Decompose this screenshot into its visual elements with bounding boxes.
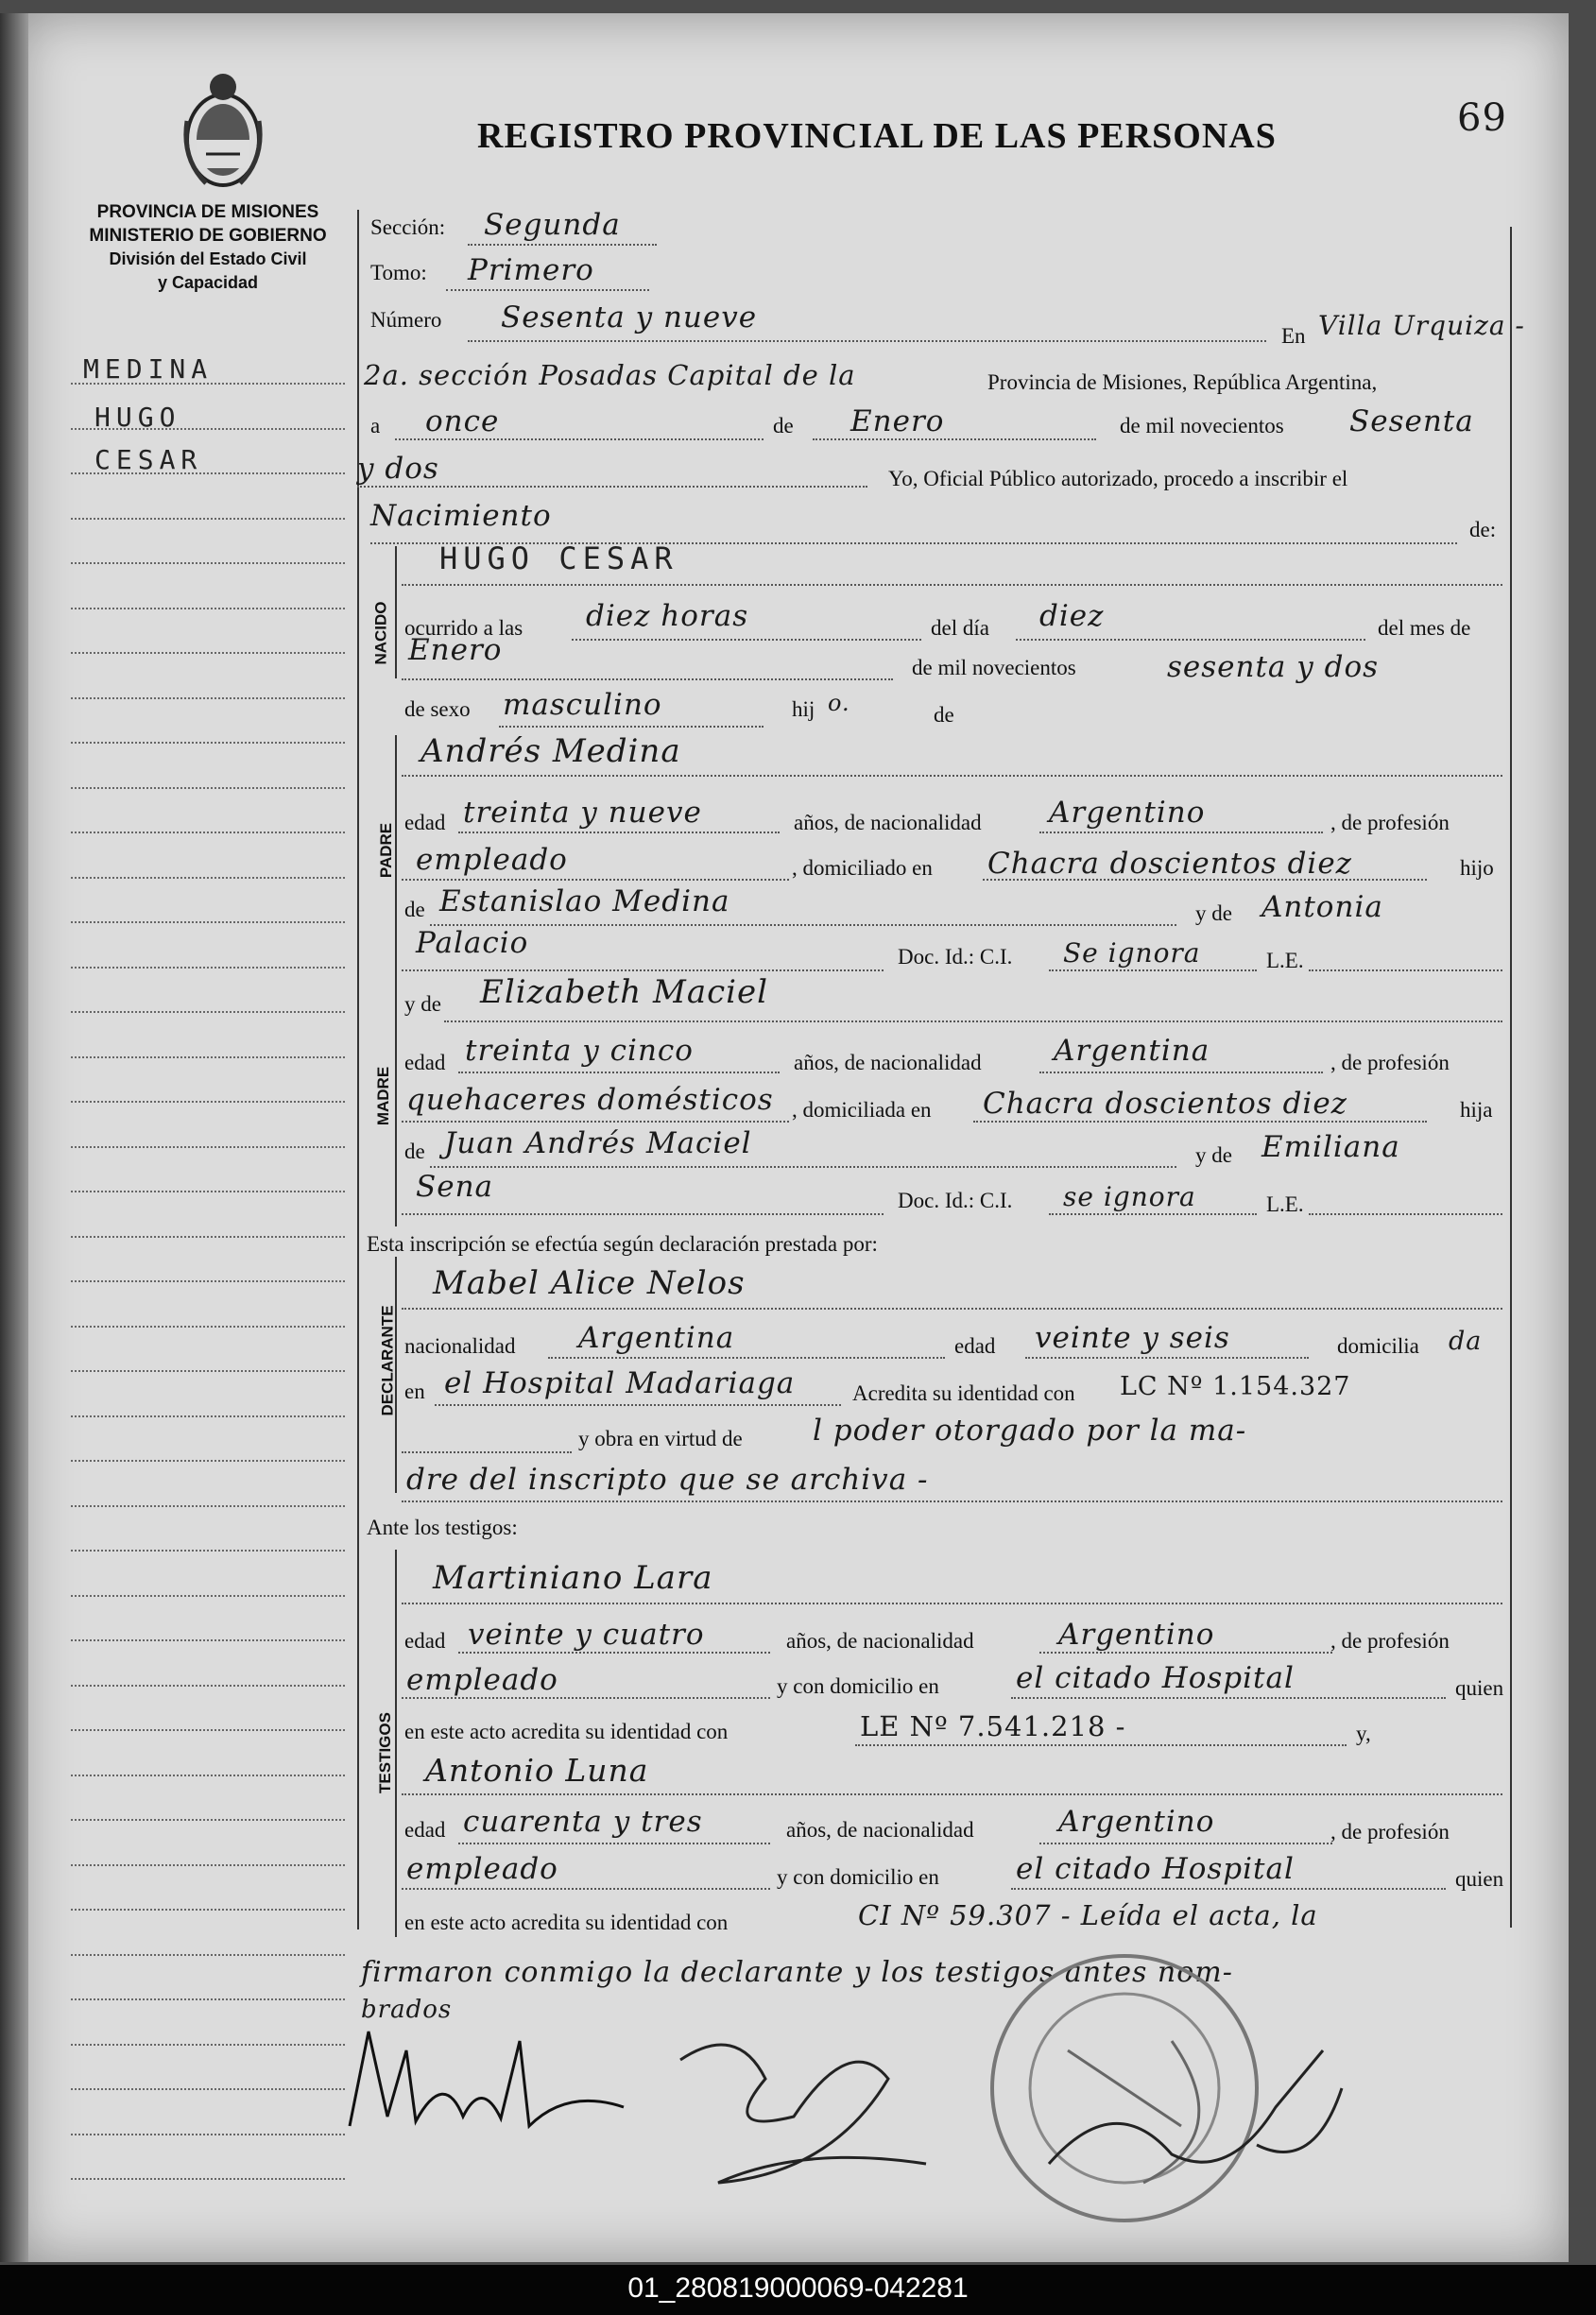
underline [402,775,1502,777]
value-padre-edad: treinta y nueve [463,796,702,830]
margin-ruled-line [71,652,345,654]
margin-ruled-line [71,1819,345,1821]
label-con-domicilio-t2: y con domicilio en [777,1865,939,1889]
underline [548,1357,945,1359]
underline [1049,969,1257,971]
underline [402,1888,770,1890]
underline [446,289,649,291]
value-seccion: Segunda [484,208,621,242]
margin-ruled-line [71,1909,345,1911]
value-madre-prof: quehaceres domésticos [406,1083,774,1117]
margin-first-name: HUGO [94,402,181,433]
header-line-3: División del Estado Civil [109,249,307,268]
label-de-abuelo: de [404,898,425,921]
value-madre-dom: Chacra doscientos diez [983,1087,1348,1121]
underline [357,486,867,488]
label-en-este-acto-t1: en este acto acredita su identidad con [404,1720,729,1743]
margin-ruled-line [71,921,345,923]
margin-ruled-line [71,2178,345,2180]
value-cierre-cont: brados [361,1996,453,2024]
underline [1039,1843,1332,1844]
margin-ruled-line [71,1505,345,1507]
underline [402,1308,1502,1310]
underline [855,1744,1347,1746]
label-con-domicilio-t1: y con domicilio en [777,1674,939,1698]
underline [402,879,789,881]
underline [1049,1213,1257,1215]
underline [402,1121,789,1123]
value-padre-doc: Se ignora [1063,937,1201,969]
value-abuela-apellido: Palacio [416,926,529,960]
value-t1-dom: el citado Hospital [1016,1661,1295,1695]
underline [402,1451,572,1453]
margin-ruled-line [71,1101,345,1103]
label-y-de-padre: y de [1195,901,1232,925]
label-a: a [370,414,381,437]
underline [402,1213,884,1215]
header-line-2: MINISTERIO DE GOBIERNO [89,226,327,246]
underline [1309,1213,1502,1215]
value-sexo: masculino [503,688,662,722]
underline [395,438,764,440]
label-de-colon: de: [1469,518,1497,541]
label-hijo: hijo [1460,856,1494,880]
label-edad-padre: edad [404,811,446,834]
value-hij: o. [828,690,850,716]
margin-ruled-line [71,562,345,564]
margin-ruled-line [71,1326,345,1328]
underline [402,1500,1502,1502]
value-t1-edad: veinte y cuatro [468,1618,705,1652]
witness-signature [661,2022,964,2202]
document-title: REGISTRO PROVINCIAL DE LAS PERSONAS [477,116,1277,156]
label-doc-id-madre: Doc. Id.: C.I. [898,1189,1013,1212]
margin-ruled-line [71,1864,345,1866]
label-mil-novecientos: de mil novecientos [1120,414,1284,437]
underline [458,1652,770,1654]
margin-ruled-line [71,967,345,969]
value-t1-prof: empleado [406,1663,558,1697]
margin-second-name: CESAR [94,444,203,475]
label-declarante: DECLARANTE [378,1305,397,1416]
underline [430,1166,1176,1168]
value-en: Villa Urquiza - [1318,310,1525,341]
label-de-sexo: de sexo [404,697,471,721]
label-ocurrido: ocurrido a las [404,616,523,640]
value-t1-doc: LE Nº 7.541.218 - [860,1710,1126,1742]
label-esta-inscripcion: Esta inscripción se efectúa según declaración prestada por: [367,1232,878,1256]
underline [430,924,1176,926]
label-edad-t1: edad [404,1629,446,1653]
label-del-dia: del día [931,616,989,640]
underline [458,1072,780,1073]
underline [1039,1072,1323,1073]
underline [468,244,657,246]
underline [499,726,764,728]
value-abuelo-m: Juan Andrés Maciel [444,1126,752,1160]
value-padre-nac: Argentino [1049,796,1206,830]
underline [1016,639,1365,641]
margin-ruled-line [71,1370,345,1372]
label-profesion-padre: , de profesión [1330,811,1450,834]
label-seccion: Sección: [370,215,446,239]
label-nacido: NACIDO [371,601,390,665]
underline [402,678,893,680]
value-madre-edad: treinta y cinco [465,1034,694,1068]
margin-ruled-line [71,608,345,609]
value-decl-nac: Argentina [578,1321,735,1355]
label-y-comma: y, [1356,1722,1371,1745]
label-ante-testigos: Ante los testigos: [367,1516,518,1539]
underline [1039,1652,1332,1654]
value-anio: Sesenta [1349,404,1474,438]
label-domiciliado-padre: , domiciliado en [792,856,933,880]
value-tomo: Primero [468,253,594,287]
label-tomo: Tomo: [370,261,427,284]
value-t2-prof: empleado [406,1852,558,1886]
label-en-este-acto-t2: en este acto acredita su identidad con [404,1911,729,1934]
label-provincia: Provincia de Misiones, República Argentina, [987,370,1378,394]
label-obra: y obra en virtud de [578,1427,743,1450]
margin-ruled-line [71,787,345,789]
value-decl-edad: veinte y seis [1035,1321,1230,1355]
label-testigos: TESTIGOS [375,1712,394,1793]
underline [572,639,921,641]
label-y-de-madre: y de [404,992,441,1016]
label-de-abuelo-m: de [404,1140,425,1163]
underline [1011,1888,1446,1890]
margin-ruled-line [71,1595,345,1597]
value-t1-nac: Argentino [1058,1618,1215,1652]
value-madre: Elizabeth Maciel [480,973,768,1011]
underline [1011,1697,1446,1699]
label-de-mil-nov: de mil novecientos [912,656,1076,679]
value-t2-edad: cuarenta y tres [463,1805,703,1839]
value-decl-doc: LC Nº 1.154.327 [1120,1372,1351,1401]
value-cierre: firmaron conmigo la declarante y los testigos antes nom- [361,1956,1233,1989]
value-mes-nac: Enero [408,633,503,667]
value-dia: once [425,404,500,438]
value-mes: Enero [850,404,945,438]
underline [458,1843,770,1844]
label-y-de-madre2: y de [1195,1143,1232,1167]
underline [468,340,1266,342]
margin-ruled-line [71,1056,345,1058]
margin-ruled-line [71,518,345,520]
margin-ruled-line [71,1191,345,1192]
label-nacionalidad-decl: nacionalidad [404,1334,516,1358]
right-vertical-rule [1510,227,1512,1928]
value-hora: diez horas [586,599,749,633]
underline [983,879,1427,881]
underline [458,832,780,833]
label-domiciliada-madre: , domiciliada en [792,1098,932,1122]
value-abuelo: Estanislao Medina [439,884,730,918]
margin-ruled-line [71,1639,345,1641]
underline [444,1020,1502,1022]
value-dia-nac: diez [1039,599,1105,633]
label-padre: PADRE [377,822,396,879]
label-anios-nac-madre: años, de nacionalidad [794,1051,982,1074]
underline [402,584,1502,586]
underline [1025,1357,1309,1359]
value-anio-nac: sesenta y dos [1167,650,1380,684]
value-decl-obra: l poder otorgado por la ma- [813,1414,1247,1448]
margin-ruled-line [71,1775,345,1776]
label-hij: hij [792,697,815,721]
label-quien-t2: quien [1455,1867,1504,1891]
value-t2-nac: Argentino [1058,1805,1215,1839]
underline [402,1697,770,1699]
value-nombre: HUGO CESAR [439,540,678,576]
section-rule-nacido [395,546,397,678]
margin-ruled-line [71,742,345,744]
label-de: de [773,414,794,437]
value-decl-obra-cont: dre del inscripto que se archiva - [406,1463,929,1497]
underline [1309,969,1502,971]
header-line-1: PROVINCIA DE MISIONES [96,202,319,222]
value-numero: Sesenta y nueve [501,300,758,334]
margin-ruled-line [71,1280,345,1282]
margin-ruled-line [71,877,345,879]
value-abuela-m: Emiliana [1261,1130,1400,1164]
margin-ruled-line [71,1685,345,1687]
header-line-4: y Capacidad [157,273,259,292]
value-padre-prof: empleado [416,843,568,877]
margin-surname: MEDINA [83,353,214,385]
label-le-madre: L.E. [1266,1192,1304,1216]
label-edad-t2: edad [404,1818,446,1842]
margin-ruled-line [71,2088,345,2090]
value-madre-nac: Argentina [1054,1034,1210,1068]
label-madre: MADRE [374,1066,393,1126]
underline [402,1793,1502,1795]
value-testigo1: Martiniano Lara [433,1559,713,1597]
margin-ruled-line [71,2044,345,2046]
value-decl-dom: el Hospital Madariaga [444,1366,796,1400]
margin-ruled-line [71,697,345,699]
value-t2-dom: el citado Hospital [1016,1852,1295,1886]
issuer-header [66,200,350,295]
value-t2-doc: CI Nº 59.307 - Leída el acta, la [858,1899,1318,1931]
label-profesion-t2: , de profesión [1330,1820,1450,1843]
label-en-decl: en [404,1380,425,1403]
label-le-padre: L.E. [1266,949,1304,972]
label-en: En [1281,324,1306,348]
margin-ruled-line [71,1954,345,1956]
label-domicilia: domicilia [1337,1334,1419,1358]
label-quien-t1: quien [1455,1676,1504,1700]
underline [402,1603,1502,1604]
value-abuela: Antonia [1261,890,1383,924]
value-abuela-m-apellido: Sena [416,1170,494,1204]
label-anios-nac-t1: años, de nacionalidad [786,1629,974,1653]
margin-ruled-line [71,1998,345,2000]
underline [813,438,1096,440]
official-signature [1039,2032,1351,2192]
value-declarante: Mabel Alice Nelos [433,1264,746,1302]
label-de2: de [934,703,954,727]
value-acto: Nacimiento [370,499,552,533]
value-anio-cont: y dos [357,452,439,486]
section-rule-testigos [395,1550,397,1937]
value-padre: Andrés Medina [420,732,681,770]
label-doc-id-padre: Doc. Id.: C.I. [898,945,1013,969]
value-testigo2: Antonio Luna [425,1752,649,1789]
coat-of-arms-emblem [178,64,268,195]
label-del-mes: del mes de [1378,616,1471,640]
margin-ruled-line [71,1415,345,1417]
value-decl-dom-suffix: da [1449,1327,1483,1356]
margin-ruled-line [71,1550,345,1552]
label-anios-nac-t2: años, de nacionalidad [786,1818,974,1842]
footer-filename: 01_280819000069-042281 [627,2272,969,2304]
page-number: 69 [1457,96,1507,140]
value-madre-doc: se ignora [1063,1181,1196,1212]
margin-ruled-line [71,1460,345,1462]
label-numero: Número [370,308,442,332]
margin-ruled-line [71,1146,345,1148]
section-rule-madre [395,981,397,1226]
margin-ruled-line [71,2134,345,2135]
underline [973,1121,1427,1123]
margin-ruled-line [71,832,345,833]
margin-ruled-line [71,1011,345,1013]
underline [435,1404,841,1406]
underline [402,969,884,971]
label-yo: Yo, Oficial Público autorizado, procedo a inscribir el [888,467,1348,490]
label-acredita-decl: Acredita su identidad con [852,1381,1075,1405]
label-profesion-madre: , de profesión [1330,1051,1450,1074]
underline [1039,832,1323,833]
label-edad-madre: edad [404,1051,446,1074]
value-padre-dom: Chacra doscientos diez [987,847,1353,881]
label-edad-decl: edad [954,1334,996,1358]
label-hija: hija [1460,1098,1493,1122]
label-profesion-t1: , de profesión [1330,1629,1450,1653]
margin-ruled-line [71,1729,345,1731]
value-lugar: 2a. sección Posadas Capital de la [364,359,856,391]
declarante-signature [340,2013,652,2135]
binding-shadow [0,13,28,2262]
label-anios-nac-padre: años, de nacionalidad [794,811,982,834]
margin-ruled-line [71,1236,345,1238]
